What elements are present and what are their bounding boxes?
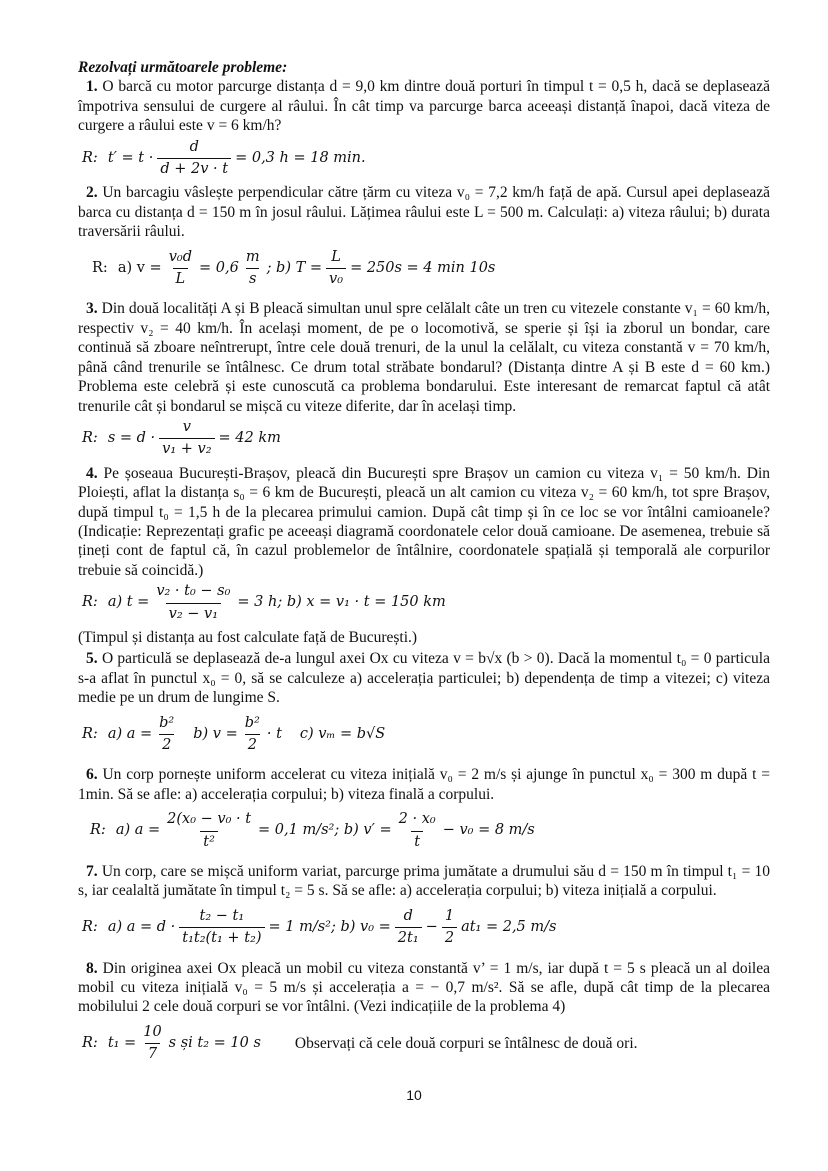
problem-8: 8. Din originea axei Ox pleacă un mobil cu viteza constantă v’ = 1 m/s, iar după t = 5 s pleacă un al doilea mobil cu viteza inițială v₀ = 5 m/s și accelerația a = − 0,7 m/s². Să se afle, după cât timp de la plecarea mobilului 2 cele două corpuri se vor întâlni. (Vezi indicațiile de la problema 4) bbox=[78, 959, 771, 1016]
problem-6: 6. Un corp pornește uniform accelerat cu viteza inițială v₀ = 2 m/s și ajunge în punctul x₀ = 300 m după t = 1min. Să se afle: a) accelerația corpului; b) viteza finală a corpului. bbox=[78, 766, 771, 803]
problem-5: 5. O particulă se deplasează de-a lungul axei Ox cu viteza v = b√x (b > 0). Dacă la momentul t₀ = 0 particula s-a aflat în punctul x₀ = 0, să se calculeze a) accelerația particulei; b) dependența de timp a vitezei; c) viteza medie pe un drum de lungime S. bbox=[78, 650, 770, 707]
solution-8: R: t₁ = $\frac{10}{7}$ s și t₂ = 10 s Observați că cele două corpuri se întâlnesc de două ori. bbox=[82, 1023, 770, 1065]
problem-1: 1. O barcă cu motor parcurge distanța d = 9,0 km dintre două porturi în timpul t = 0,5 h, dacă se deplasează împotriva sensului de curgere al râului. În cât timp va parcurge barca aceeași distanță înapoi, dacă viteza de curgere a râului este v = 6 km/h? bbox=[78, 78, 770, 135]
page-number: 10 bbox=[406, 1087, 422, 1103]
page-heading: Rezolvați următoarele probleme: bbox=[78, 59, 288, 76]
problem-2: 2. Un barcagiu vâslește perpendicular către țărm cu viteza v₀ = 7,2 km/h față de apă. Cursul apei deplasează barca cu distanța d = 150 m în josul râului. Lățimea râului este L = 500 m. Calculați: a) viteza râului; b) durata traversării râului. bbox=[78, 184, 771, 241]
problem-4: 4. Pe șoseaua București-Brașov, pleacă din București spre Brașov un camion cu viteza v₁ = 50 km/h. Din Ploiești, aflat la distanța s₀ = 6 km de București, pleacă un alt camion cu viteza v₂ = 60 km/h, tot spre Brașov, după timpul t₀ = 1,5 h de la plecarea primului camion. După cât timp și în ce loc se vor întâlni camioanele? (Indicație: Reprezentați grafic pe aceeași diagramă coordonatele celor două camioane. De asemenea, trebuie să țineți cont de faptul că, în cazul problemelor de întâlnire, coordonatele spațială și temporală ale corpurilor trebuie să coincidă.) bbox=[78, 464, 770, 579]
solution-1: R: t′ = t · $\frac{d}{d + 2v \cdot t}$ = 0,3 h = 18 min. bbox=[82, 138, 770, 180]
solution-7: R: a) a = d · $\frac{\text{t₂ − t₁}}{\text{t₁t₂(t₁ + t₂)}}$ = 1 m/s²; b) v₀ = $\frac{d}{\text{2t₁}}$ − $\frac{1}{2}$ at₁ = 2,5 m/s bbox=[82, 907, 770, 949]
solution-3: R: s = d · $\frac{v}{\text{v₁ + v₂}}$ = 42 km bbox=[82, 418, 770, 460]
solution-4: R: a) t = $\frac{\text{v₂ · t₀ − s₀}}{\text{v₂ − v₁}}$ = 3 h; b) x = v₁ · t = 150 km bbox=[82, 582, 770, 624]
solution-2: R: a) v = $\frac{\text{v₀d}}{L}$ = 0,6 $\frac{m}{s}$ ; b) T = $\frac{L}{\text{v₀}}$ = 250s = 4 min 10s bbox=[82, 248, 770, 290]
problem-4-note: (Timpul și distanța au fost calculate față de București.) bbox=[78, 628, 418, 646]
solution-6: R: a) a = $\frac{\text{2(x₀ − v₀ · t}}{\text{t²}}$ = 0,1 m/s²; b) v′ = $\frac{\text{2 · x₀}}{t}$ − v₀ = 8 m/s bbox=[82, 810, 770, 852]
solution-5: R: a) a = $\frac{\text{b²}}{2}$ b) v = $\frac{\text{b²}}{2}$ · t c) vₘ = b√S bbox=[82, 714, 770, 756]
problem-3: 3. Din două localități A și B pleacă simultan unul spre celălalt câte un tren cu vitezele constante v₁ = 60 km/h, respectiv v₂ = 40 km/h. În același moment, de pe o locomotivă, se sperie și își ia zborul un bondar, care continuă să zboare neîntrerupt, între cele două trenuri, de la unul la celălalt, cu viteza constantă v = 70 km/h, până când trenurile se întâlnesc. Ce drum total străbate bondarul? (Distanța dintre A și B este d = 60 km.) Problema este celebră și este cunoscută ca problema bondarului. Este interesant de remarcat faptul că atât trenurile cât și bondarul se mișcă cu viteze diferite, dar în același timp. bbox=[78, 300, 770, 415]
page-content bbox=[78, 58, 770, 1069]
problem-7: 7. Un corp, care se mișcă uniform variat, parcurge prima jumătate a drumului său d = 150 m în timpul t₁ = 10 s, iar cealaltă jumătate în timpul t₂ = 5 s. Să se afle: a) accelerația corpului; b) viteza inițială a corpului. bbox=[78, 863, 770, 900]
observation-note: Observați că cele două corpuri se întâlnesc de două ori. bbox=[294, 1035, 638, 1053]
